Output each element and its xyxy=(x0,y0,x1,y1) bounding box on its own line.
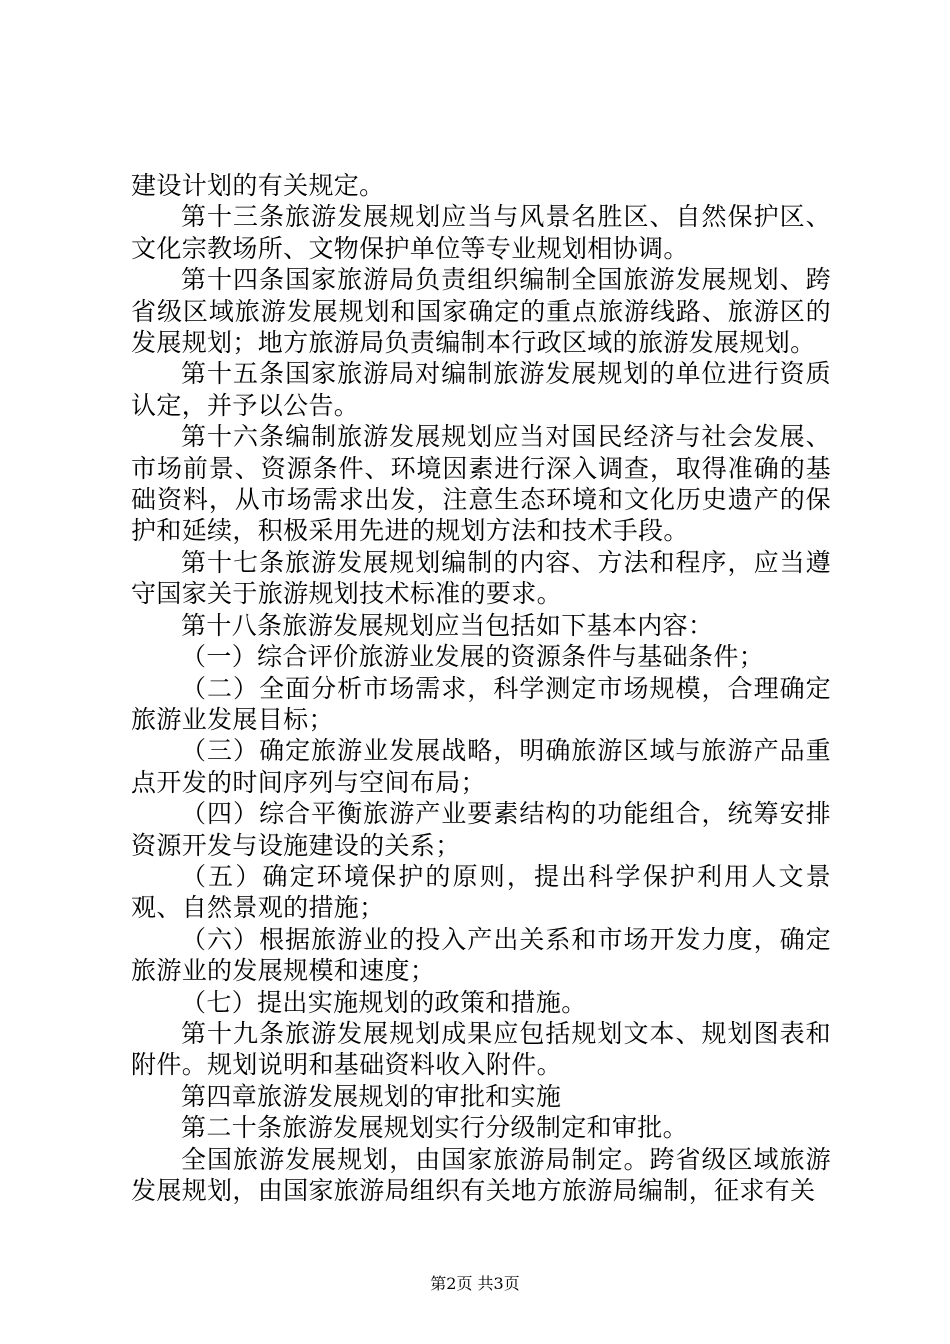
page-footer: 第2页 共3页 xyxy=(430,1274,520,1293)
paragraph: 第十三条旅游发展规划应当与风景名胜区、自然保护区、文化宗教场所、文物保护单位等专业规划相协调。 xyxy=(131,202,831,263)
paragraph: 建设计划的有关规定。 xyxy=(131,171,385,200)
paragraph: 全国旅游发展规划，由国家旅游局制定。跨省级区域旅游发展规划，由国家旅游局组织有关地方旅游局编制，征求有关 xyxy=(131,1144,831,1205)
paragraph: 第四章旅游发展规划的审批和实施 xyxy=(181,1081,562,1111)
paragraph: （五）确定环境保护的原则，提出科学保护利用人文景观、自然景观的措施； xyxy=(131,861,831,923)
paragraph: （一）综合评价旅游业发展的资源条件与基础条件； xyxy=(181,642,765,672)
paragraph: 第二十条旅游发展规划实行分级制定和审批。 xyxy=(181,1113,689,1143)
paragraph: （七）提出实施规划的政策和措施。 xyxy=(181,987,587,1017)
paragraph: 第十四条国家旅游局负责组织编制全国旅游发展规划、跨省级区域旅游发展规划和国家确定的重点旅游线路、旅游区的发展规划；地方旅游局负责编制本行政区域的旅游发展规划。 xyxy=(131,265,831,358)
document-body xyxy=(131,170,831,1206)
paragraph: 第十八条旅游发展规划应当包括如下基本内容： xyxy=(181,610,714,640)
paragraph: （三）确定旅游业发展战略，明确旅游区域与旅游产品重点开发的时间序列与空间布局； xyxy=(131,736,831,797)
paragraph: （六）根据旅游业的投入产出关系和市场开发力度，确定旅游业的发展规模和速度； xyxy=(131,924,831,986)
paragraph: 第十五条国家旅游局对编制旅游发展规划的单位进行资质认定，并予以公告。 xyxy=(131,359,831,420)
paragraph: （四）综合平衡旅游产业要素结构的功能组合，统筹安排资源开发与设施建设的关系； xyxy=(131,799,831,860)
paragraph: 第十六条编制旅游发展规划应当对国民经济与社会发展、市场前景、资源条件、环境因素进行深入调查，取得准确的基础资料，从市场需求出发，注意生态环境和文化历史遗产的保护和延续，积极采用先进的规划方法和技术手段。 xyxy=(131,422,831,546)
paragraph: （二）全面分析市场需求，科学测定市场规模，合理确定旅游业发展目标； xyxy=(131,673,831,734)
paragraph: 第十七条旅游发展规划编制的内容、方法和程序，应当遵守国家关于旅游规划技术标准的要求。 xyxy=(131,547,831,609)
paragraph: 第十九条旅游发展规划成果应包括规划文本、规划图表和附件。规划说明和基础资料收入附件。 xyxy=(131,1018,831,1080)
